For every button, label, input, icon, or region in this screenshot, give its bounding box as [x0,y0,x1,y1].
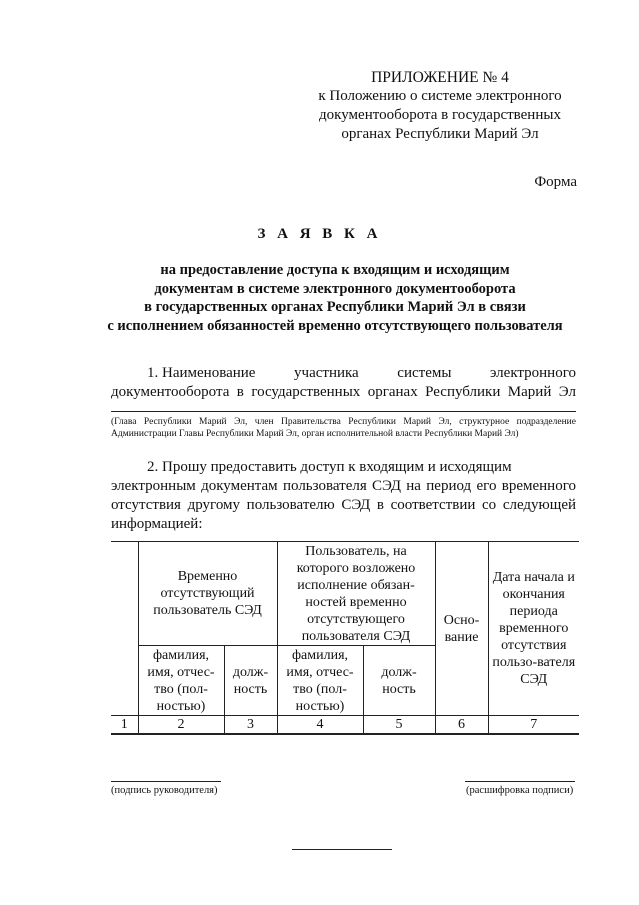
item-1-word: Республики [425,384,501,400]
item-1-word: 1. Наименование [147,365,256,381]
item-1-word: органах [367,384,418,400]
bottom-separator [292,849,392,850]
form-label: Форма [534,174,577,190]
head-signature-label: (подпись руководителя) [111,785,218,796]
column-number: 6 [435,716,488,735]
column-number: 1 [111,716,138,735]
decoding-signature-line [465,781,575,782]
item-1-note: (Глава Республики Марий Эл, член Правительства Республики Марий Эл, структурное подразделение Администрации Главы Республики Марий Эл, орган исполнительной власти Республики Марий Эл) [111,417,576,439]
column-number: 2 [138,716,224,735]
header-substitute-user: Пользователь, на которого возложено исполнение обязан-ностей временно отсутствующего пользователя СЭД [277,542,435,646]
appendix-title: ПРИЛОЖЕНИЕ № 4 [371,69,509,86]
head-signature-line [111,781,221,782]
item-1-word: системы [397,365,452,381]
header-period: Дата начала и окончания периода временного отсутствия пользо-вателя СЭД [488,542,579,716]
table-header-blank [111,542,138,716]
item-1-line-1 [111,364,576,383]
item-2-paragraph [111,458,576,534]
appendix-line-3: документооборота в государственных [319,107,561,123]
subtitle-line-3: в государственных органах Республики Марий Эл в связи [144,299,526,315]
subtitle-line-1: на предоставление доступа к входящим и исходящим [160,262,510,278]
subheader-fio-absent: фамилия, имя, отчес-тво (пол-ностью) [138,646,224,716]
item-1-word: участника [294,365,359,381]
column-number: 3 [224,716,277,735]
subtitle-line-2: документам в системе электронного документооборота [154,280,516,297]
appendix-line-4: органах Республики Марий Эл [341,126,539,142]
item-1-word: электронного [490,365,576,381]
appendix-line-2: к Положению о системе электронного [318,88,562,104]
subtitle-line-4: с исполнением обязанностей временно отсутствующего пользователя [107,317,563,334]
subheader-position-absent: долж-ность [224,646,277,716]
access-request-table [111,541,579,735]
item-1-paragraph [111,364,576,402]
item-1-word: государственных [251,384,361,400]
item-1-word: в [236,384,244,400]
item-2-first-line: 2. Прошу предоставить доступ к входящим и исходящим [147,459,512,475]
decoding-signature-label: (расшифровка подписи) [466,785,574,796]
item-1-word: Марий [507,384,552,400]
subheader-position-substitute: долж-ность [363,646,435,716]
item-1-word: документооборота [111,384,230,400]
table-number-row [111,716,579,735]
item-1-fill-line [111,411,576,412]
item-1-line-2 [111,383,576,402]
column-number: 5 [363,716,435,735]
document-subtitle [100,261,570,335]
item-2-rest: электронным документам пользователя СЭД на период его временного отсутствия другому пользователю СЭД в соответствии со следующей информацией: [111,478,576,532]
subheader-fio-substitute: фамилия, имя, отчес-тво (пол-ностью) [277,646,363,716]
column-number: 4 [277,716,363,735]
table-header-row [111,542,579,646]
document-title: З А Я В К А [257,226,382,242]
header-basis: Осно-вание [435,542,488,716]
item-1-word: Эл [558,384,576,400]
column-number: 7 [488,716,579,735]
appendix-header [300,68,580,144]
header-absent-user: Временно отсутствующий пользователь СЭД [138,542,277,646]
